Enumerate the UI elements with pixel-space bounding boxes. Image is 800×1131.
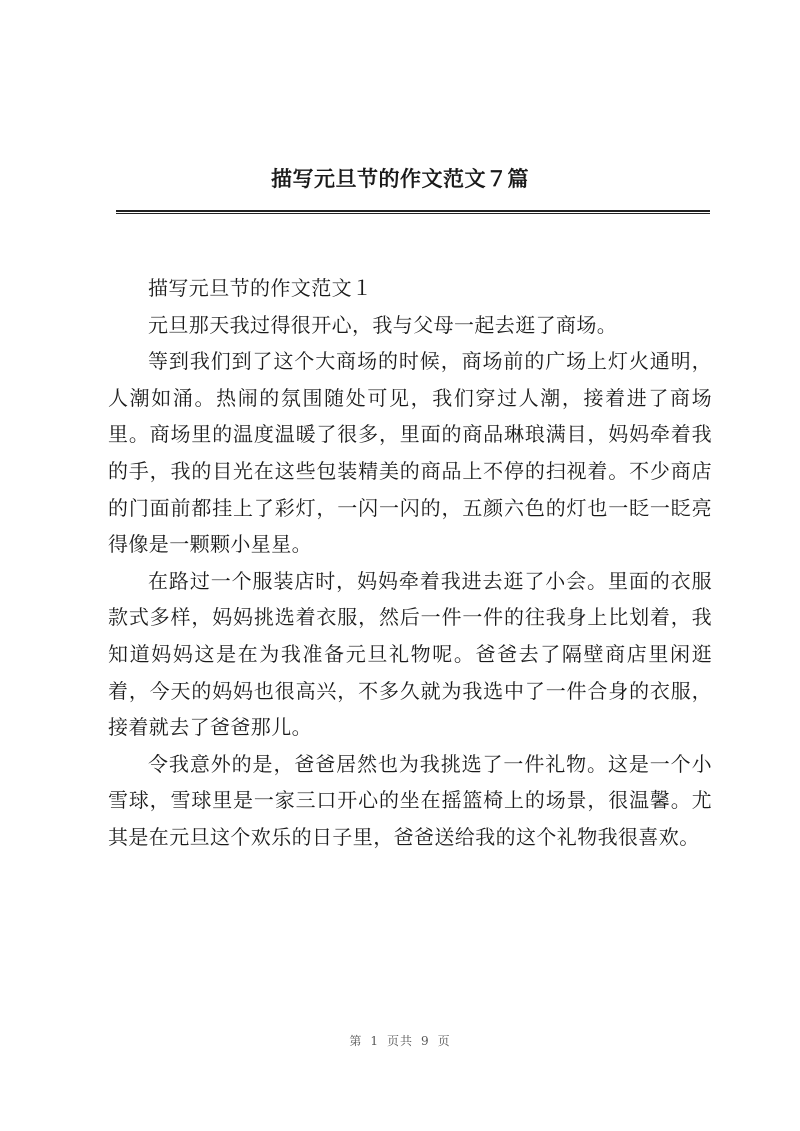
title-divider bbox=[116, 210, 710, 214]
document-body bbox=[108, 270, 712, 856]
footer-suffix: 页 bbox=[437, 1034, 451, 1048]
paragraph-1: 元旦那天我过得很开心，我与父母一起去逛了商场。 bbox=[148, 312, 618, 337]
document-title: 描写元旦节的作文范文７篇 bbox=[271, 166, 529, 191]
section-heading: 描写元旦节的作文范文１ bbox=[148, 276, 373, 300]
footer-middle: 页共 bbox=[386, 1034, 413, 1048]
footer-total-pages: 9 bbox=[421, 1034, 430, 1048]
page-footer bbox=[0, 1032, 800, 1049]
paragraph-2: 等到我们到了这个大商场的时候，商场前的广场上灯火通明，人潮如涌。热闹的氛围随处可见，我们穿过人潮，接着进了商场里。商场里的温度温暖了很多，里面的商品琳琅满目，妈妈牵着我的手，我的目光在这些包装精美的商品上不停的扫视着。不少商店的门面前都挂上了彩灯，一闪一闪的，五颜六色的灯也一眨一眨亮得像是一颗颗小星星。 bbox=[108, 349, 712, 557]
footer-prefix: 第 bbox=[349, 1034, 363, 1048]
footer-current-page: 1 bbox=[370, 1034, 379, 1048]
paragraph-4: 令我意外的是，爸爸居然也为我挑选了一件礼物。这是一个小雪球，雪球里是一家三口开心的坐在摇篮椅上的场景，很温馨。尤其是在元旦这个欢乐的日子里，爸爸送给我的这个礼物我很喜欢。 bbox=[108, 751, 712, 849]
paragraph-3: 在路过一个服装店时，妈妈牵着我进去逛了小会。里面的衣服款式多样，妈妈挑选着衣服，然后一件一件的往我身上比划着，我知道妈妈这是在为我准备元旦礼物呢。爸爸去了隔壁商店里闲逛着，今天的妈妈也很高兴，不多久就为我选中了一件合身的衣服，接着就去了爸爸那儿。 bbox=[108, 568, 712, 740]
